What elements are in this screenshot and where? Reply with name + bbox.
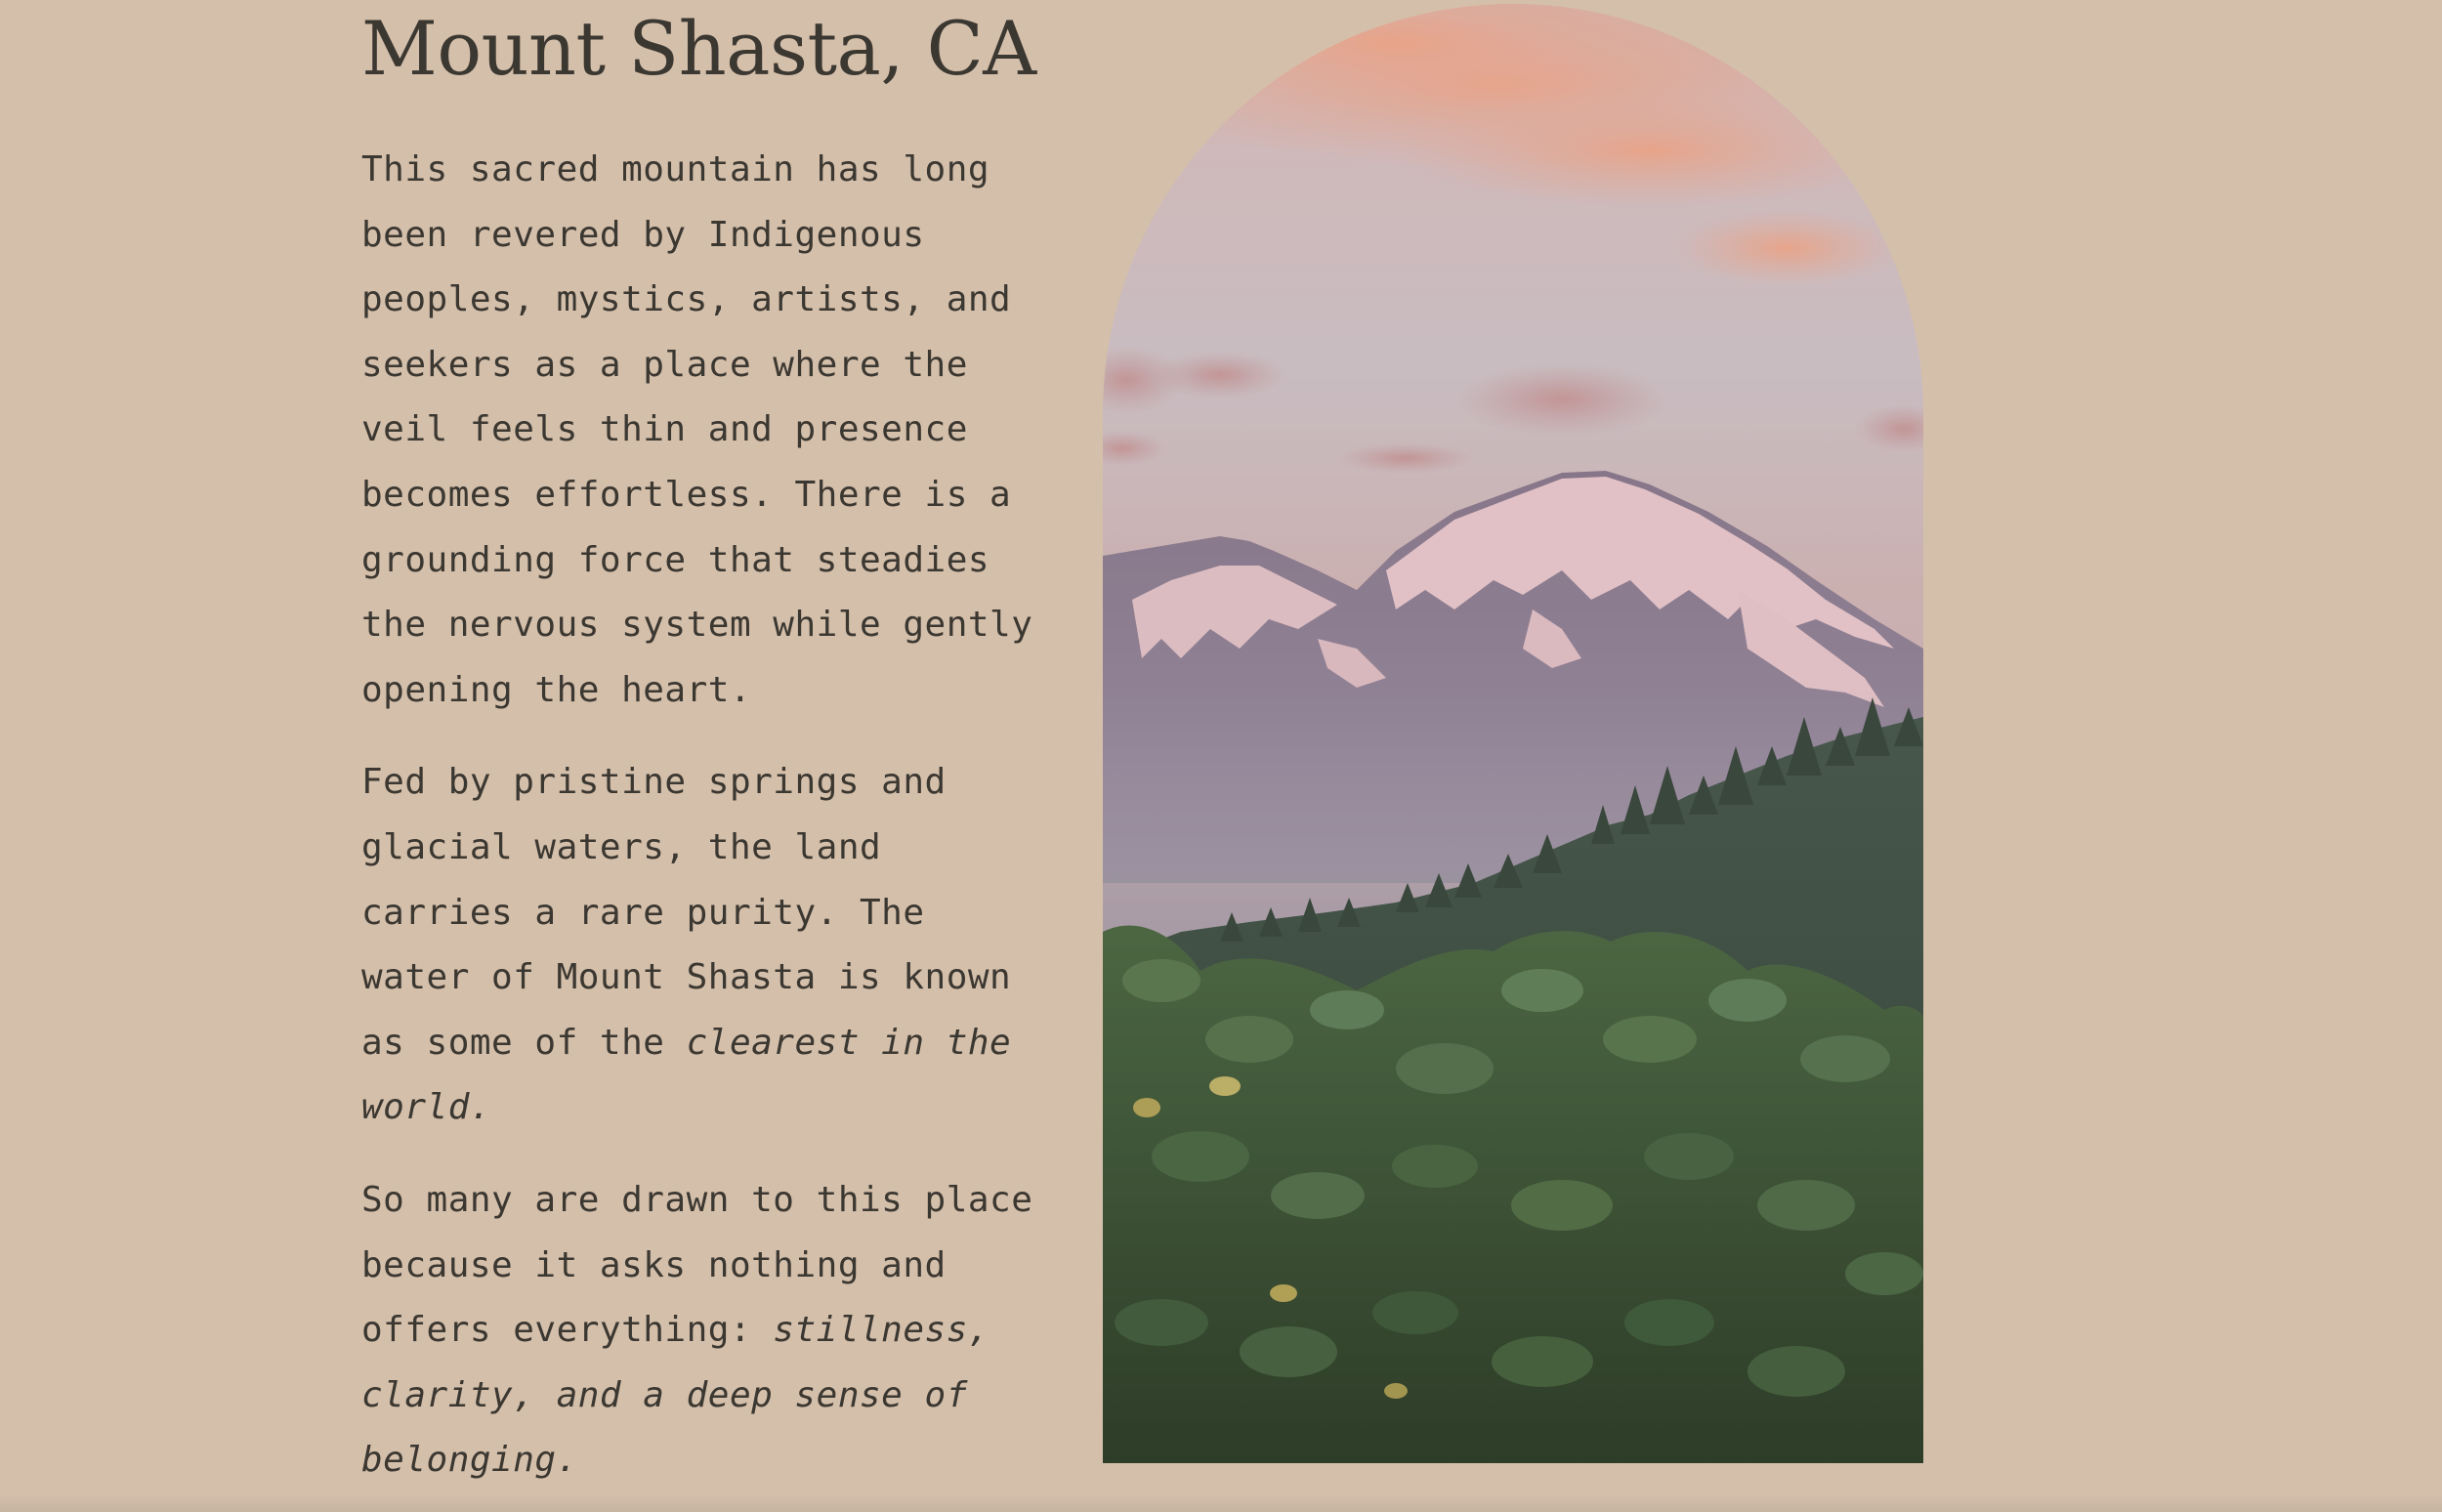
belonging-paragraph-text: So many are drawn to this place because it asks nothing and offers everything:	[361, 1179, 1033, 1351]
water-paragraph-text: Fed by pristine springs and glacial waters, the land carries a rare purity. The water of Mount Shasta is known as some of the	[361, 762, 1012, 1063]
intro-paragraph: This sacred mountain has long been revered by Indigenous peoples, mystics, artists, and seekers as a place where the veil feels thin and presence becomes effortless. There is a grounding force that steadies the nervous system while gently opening the heart.	[361, 149, 1033, 710]
belonging-paragraph-emphasis: stillness, clarity, and a deep sense of belonging.	[361, 1310, 990, 1481]
water-paragraph-emphasis: clearest in the world.	[361, 1022, 1012, 1128]
belonging-paragraph	[361, 1168, 1045, 1493]
mount-shasta-photo	[1103, 4, 1923, 1463]
water-paragraph	[361, 750, 1045, 1141]
bottom-shadow	[0, 1494, 2442, 1512]
text-column	[361, 0, 1045, 1493]
page-title: Mount Shasta, CA	[361, 5, 1036, 92]
landscape-illustration	[1103, 4, 1923, 1463]
